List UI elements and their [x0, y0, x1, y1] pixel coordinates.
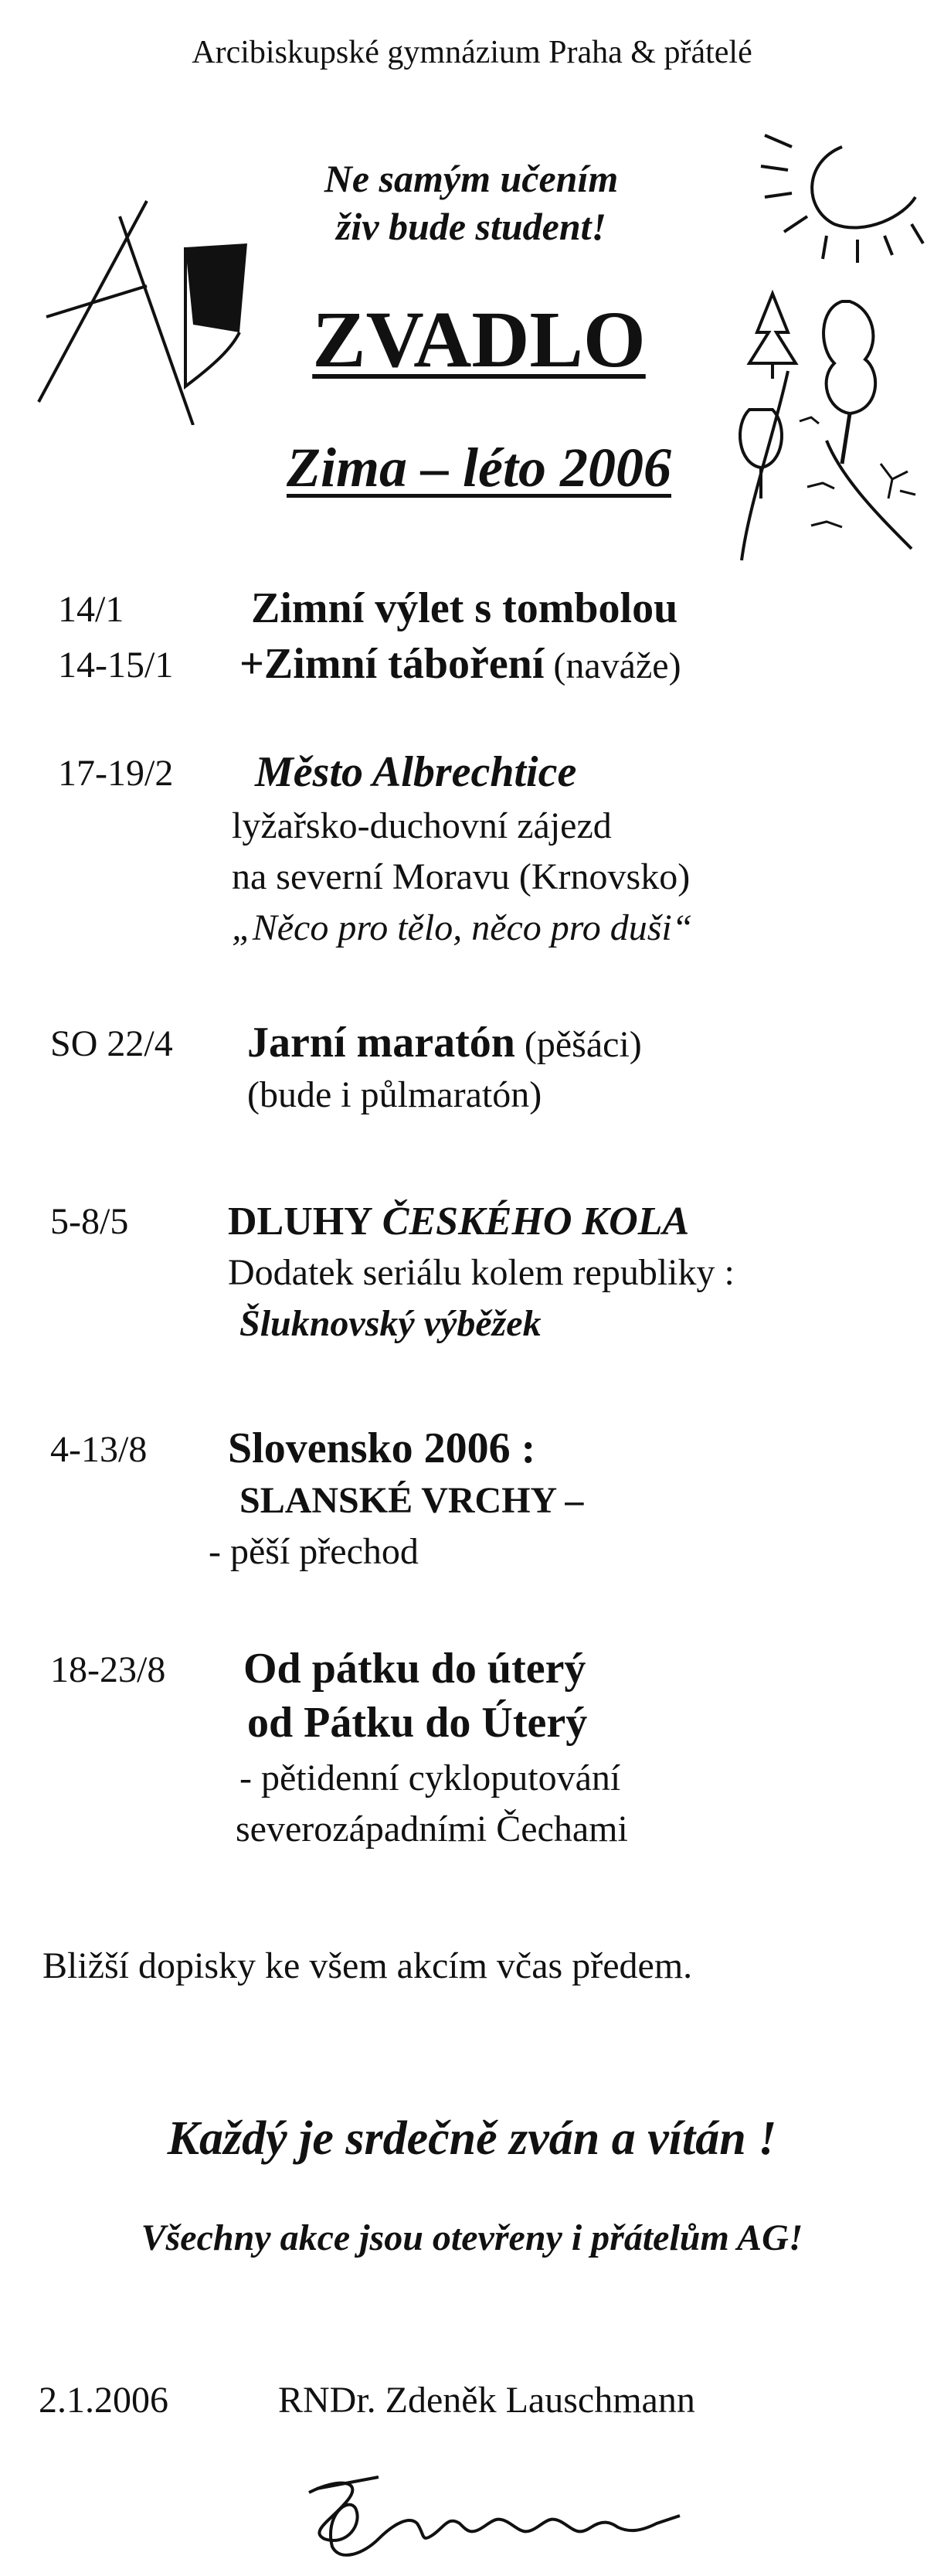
landscape-illustration-icon	[726, 286, 927, 564]
closing-invitation: Každý je srdečně zván a vítán !	[167, 2112, 777, 2165]
event-date: SO 22/4	[50, 1023, 173, 1064]
event-detail: na severní Moravu (Krnovsko)	[232, 856, 691, 897]
closing-note: Všechny akce jsou otevřeny i přátelům AG!	[141, 2217, 803, 2258]
event-title: Město Albrechtice	[255, 748, 577, 796]
event-detail: - pětidenní cykloputování	[239, 1758, 621, 1798]
event-note: (pěšáci)	[524, 1024, 642, 1065]
event-date: 5-8/5	[50, 1201, 129, 1242]
footer-author: RNDr. Zdeněk Lauschmann	[278, 2380, 695, 2421]
event-title: Od pátku do úterý	[243, 1645, 586, 1693]
footer-date: 2.1.2006	[39, 2380, 168, 2421]
event-detail: severozápadními Čechami	[236, 1809, 628, 1849]
subtitle: Zima – léto 2006	[287, 437, 671, 499]
event-title: Slovensko 2006 :	[228, 1424, 536, 1472]
event-date: 18-23/8	[50, 1649, 166, 1690]
motto-line-1: Ne samým učením	[324, 157, 619, 200]
motto	[255, 155, 688, 250]
event-detail: Dodatek seriálu kolem republiky :	[228, 1252, 735, 1293]
sun-icon	[749, 124, 935, 278]
event-date: 14/1	[58, 589, 124, 630]
event-date: 4-13/8	[50, 1429, 148, 1470]
event-detail: - pěší přechod	[209, 1531, 419, 1572]
event-quote: „Něco pro tělo, něco pro duši“	[232, 907, 693, 948]
event-title-line-2: od Pátku do Úterý	[247, 1699, 588, 1747]
event-detail: Šluknovský výběžek	[239, 1303, 542, 1344]
event-date: 17-19/2	[58, 753, 174, 794]
event-detail: (bude i půlmaratón)	[247, 1074, 542, 1115]
event-detail: lyžařsko-duchovní zájezd	[232, 805, 612, 846]
event-date: 14-15/1	[58, 645, 174, 686]
organization-header: Arcibiskupské gymnázium Praha & přátelé	[192, 35, 752, 70]
event-title: Zimní výlet s tombolou	[251, 584, 678, 632]
event-detail: SLANSKÉ VRCHY –	[239, 1480, 584, 1521]
motto-line-2: živ bude student!	[335, 205, 607, 248]
event-title-part: DLUHY	[228, 1200, 373, 1244]
event-title: Jarní maratón	[247, 1019, 515, 1067]
info-text: Bližší dopisky ke všem akcím včas předem.	[42, 1945, 693, 1986]
event-title-part: ČESKÉHO KOLA	[382, 1200, 690, 1244]
signature-icon	[294, 2462, 695, 2570]
ag-logo-icon	[31, 193, 263, 425]
event-note: (naváže)	[553, 645, 681, 686]
event-title: +Zimní táboření	[239, 640, 545, 688]
title: ZVADLO	[312, 295, 646, 384]
